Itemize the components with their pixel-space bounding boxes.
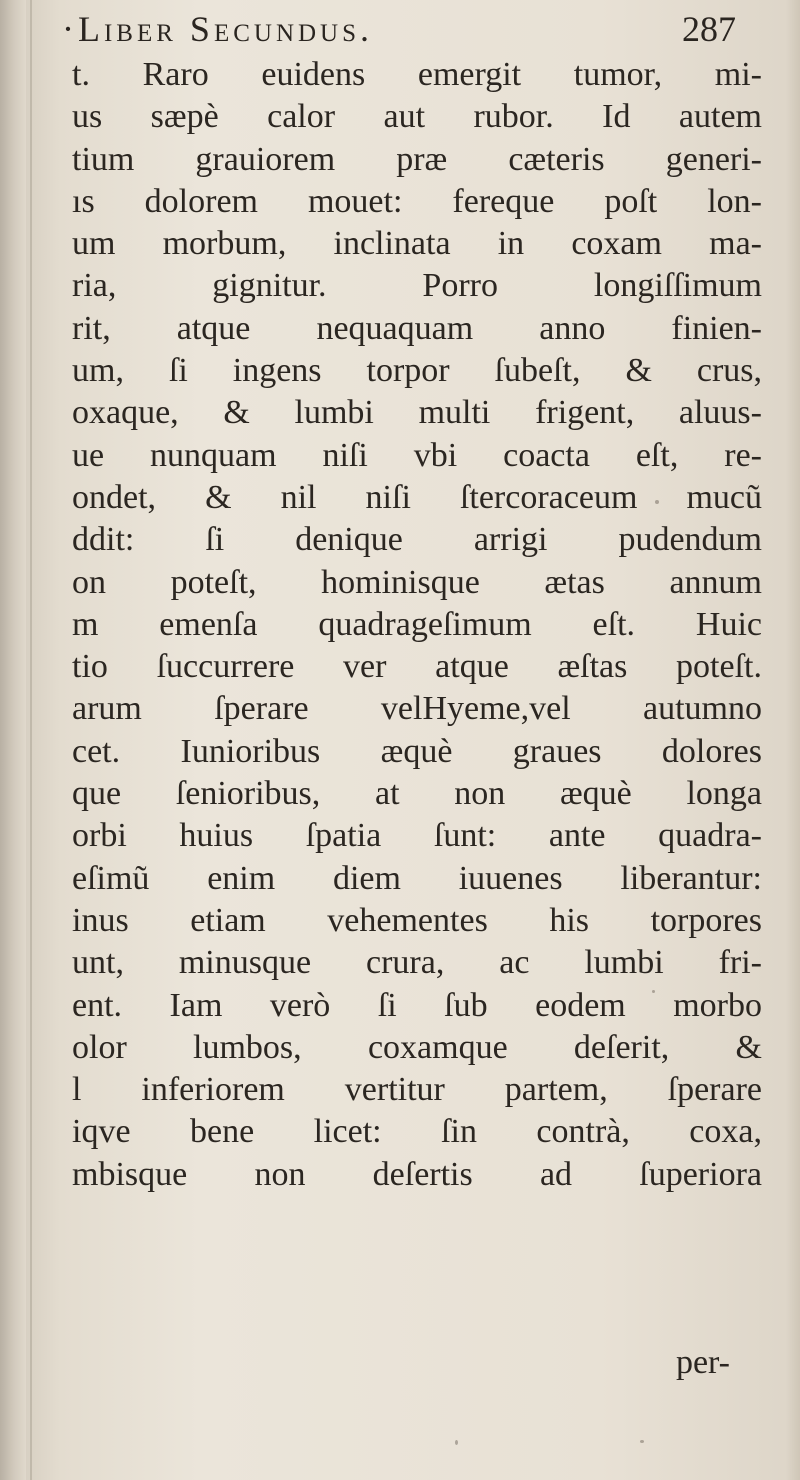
text-line: m emenſa quadrageſimum eſt. Huic — [72, 605, 762, 643]
paper-speck — [455, 1440, 458, 1445]
text-line: tio ſuccurrere ver atque æſtas poteſt. — [72, 648, 762, 686]
text-line: oxaque, & lumbi multi frigent, aluus- — [72, 394, 762, 432]
text-line: on poteſt, hominisque ætas annum — [72, 563, 762, 601]
text-line: ondet, & nil niſi ſtercoraceum mucũ — [72, 478, 762, 516]
paper-speck — [640, 1440, 644, 1443]
page-number: 287 — [682, 9, 736, 49]
text-line: ent. Iam verò ſi ſub eodem morbo — [72, 986, 762, 1024]
running-title: ·Liber Secundus. — [62, 9, 374, 49]
text-line: mbisque non deſertis ad ſuperiora — [72, 1155, 762, 1193]
text-line: ria, gignitur. Porro longiſſimum — [72, 267, 762, 305]
text-line: cet. Iunioribus æquè graues dolores — [72, 732, 762, 770]
text-line: iqve bene licet: ſin contrà, coxa, — [72, 1113, 762, 1151]
text-line: l inferiorem vertitur partem, ſperare — [72, 1071, 762, 1109]
catchword: per- — [675, 1344, 730, 1381]
gutter-shadow — [30, 0, 32, 1480]
text-line: orbi huius ſpatia ſunt: ante quadra- — [72, 817, 762, 855]
text-line: t. Raro euidens emergit tumor, mi- — [72, 56, 762, 93]
text-line: rit, atque nequaquam anno finien- — [72, 309, 762, 347]
text-line: inus etiam vehementes his torpores — [72, 901, 762, 939]
text-line: ue nunquam niſi vbi coacta eſt, re- — [72, 436, 762, 474]
text-line: tium grauiorem præ cæteris generi- — [72, 140, 762, 178]
binding-gutter — [0, 0, 26, 1480]
text-line: um, ſi ingens torpor ſubeſt, & crus, — [72, 352, 762, 390]
text-line: ddit: ſi denique arrigi pudendum — [72, 521, 762, 559]
text-line: ıs dolorem mouet: fereque poſt lon- — [72, 182, 762, 220]
text-line: um morbum, inclinata in coxam ma- — [72, 225, 762, 263]
catchword-row — [72, 1344, 762, 1390]
body-text — [72, 54, 762, 1196]
paper-speck — [655, 500, 659, 504]
text-line: olor lumbos, coxamque deſerit, & — [72, 1028, 762, 1066]
page-header — [62, 8, 762, 56]
text-line: unt, minusque crura, ac lumbi fri- — [72, 944, 762, 982]
text-line: que ſenioribus, at non æquè longa — [72, 775, 762, 813]
text-line: eſimũ enim diem iuuenes liberantur: — [72, 859, 762, 897]
page-edge — [786, 0, 800, 1480]
text-line: us sæpè calor aut rubor. Id autem — [72, 98, 762, 136]
text-line: arum ſperare velHyeme,vel autumno — [72, 690, 762, 728]
paper-speck — [652, 990, 655, 993]
